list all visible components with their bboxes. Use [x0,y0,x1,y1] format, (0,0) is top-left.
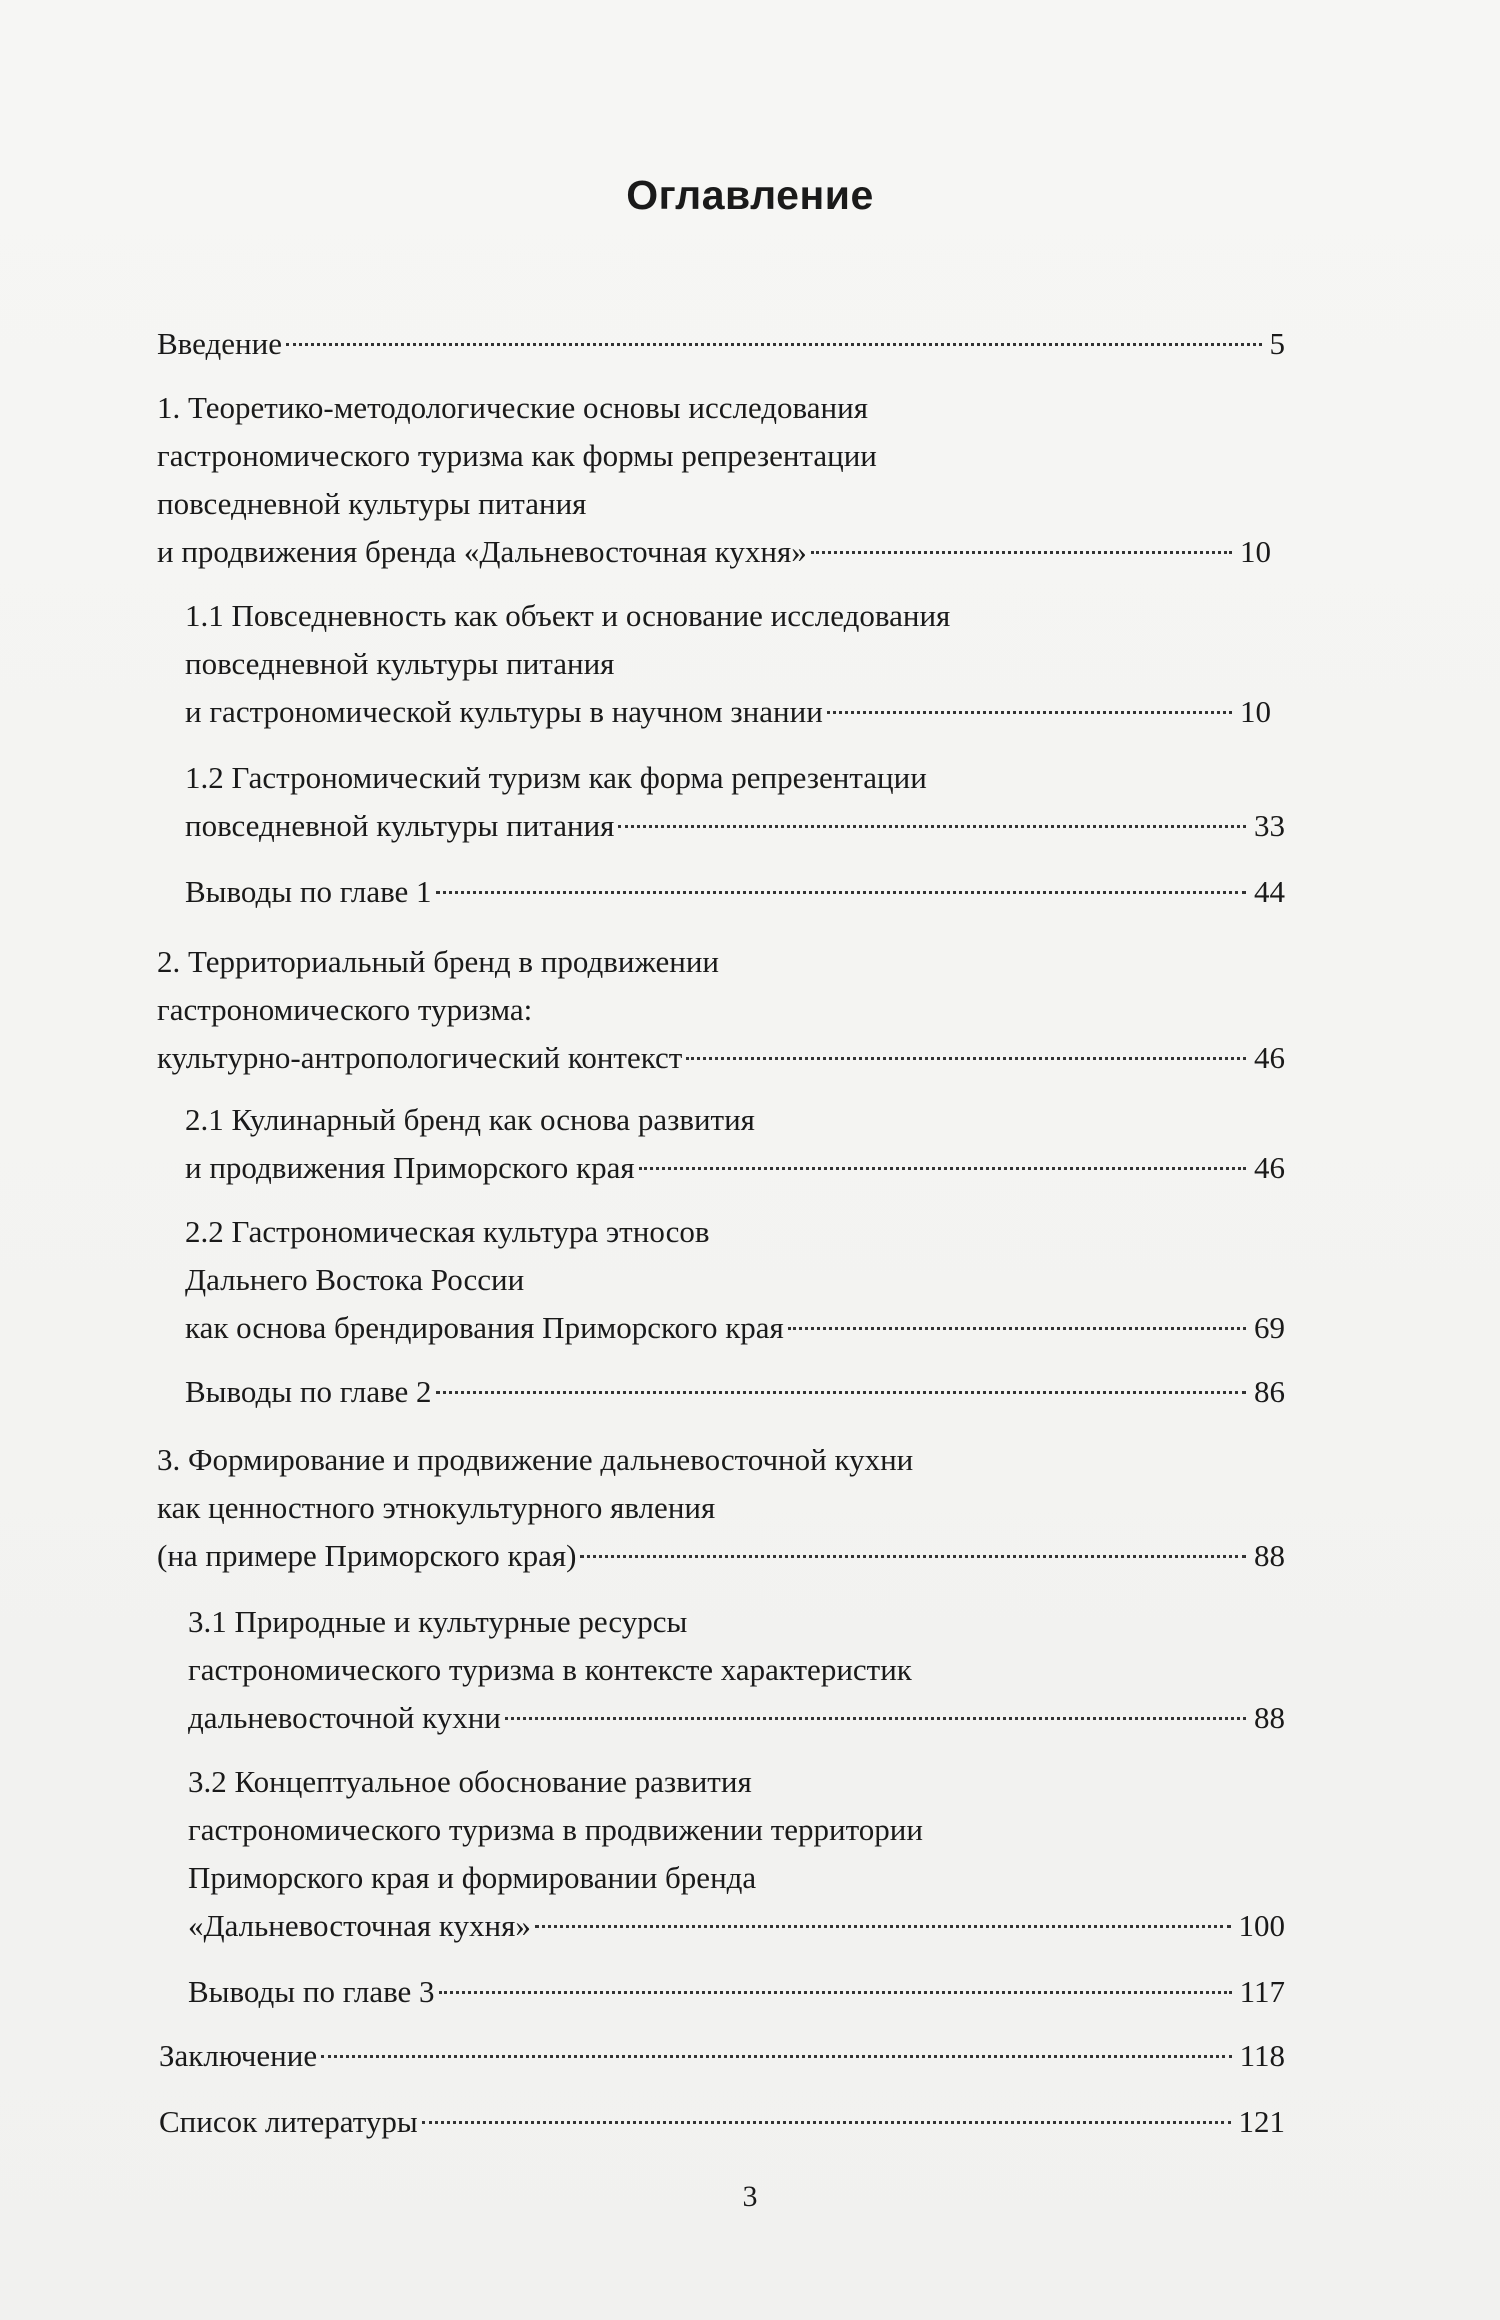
entry-text: культурно-антропологический контекст [157,1040,683,1075]
page-ref: 121 [1238,2104,1285,2139]
page-ref: 117 [1239,1974,1285,2009]
entry-text: Выводы по главе 2 [185,1374,432,1409]
toc-entry-chapter-2 [157,938,1285,1082]
dot-leader [686,1057,1246,1060]
entry-line: повседневной культуры питания [157,486,587,521]
entry-text: дальневосточной кухни [188,1700,501,1735]
dot-leader [321,2055,1232,2058]
toc-entry-references [159,2098,1285,2146]
toc-entry-conclusions-2 [185,1368,1285,1416]
entry-line: 3. Формирование и продвижение дальневосточной кухни [157,1442,914,1477]
page-ref: 86 [1254,1374,1285,1409]
entry-text: повседневной культуры питания [185,808,615,843]
toc-entry-section-2-2 [185,1208,1285,1352]
dot-leader [811,551,1232,554]
toc-entry-conclusion [159,2032,1285,2080]
entry-line: 2.2 Гастрономическая культура этносов [185,1214,710,1249]
page-ref: 46 [1254,1040,1285,1075]
entry-text: Введение [157,326,282,361]
page-ref: 69 [1254,1310,1285,1345]
entry-text: Выводы по главе 3 [188,1974,435,2009]
page-ref: 100 [1238,1908,1285,1943]
dot-leader [618,825,1246,828]
entry-text: Список литературы [159,2104,418,2139]
page-ref: 44 [1254,874,1285,909]
entry-text: «Дальневосточная кухня» [188,1908,531,1943]
page-ref: 10 [1240,694,1271,729]
entry-text: и продвижения бренда «Дальневосточная кухня» [157,534,807,569]
page-ref: 88 [1254,1538,1285,1573]
toc-entry-section-3-1 [188,1598,1285,1742]
toc-entry-section-1-1 [185,592,1271,736]
entry-line: 1.1 Повседневность как объект и основание исследования [185,598,951,633]
entry-line: гастрономического туризма как формы репрезентации [157,438,877,473]
entry-line: гастрономического туризма в продвижении территории [188,1812,923,1847]
dot-leader [505,1717,1246,1720]
toc-entry-section-2-1 [185,1096,1285,1192]
dot-leader [639,1167,1246,1170]
page-title: Оглавление [626,172,874,218]
entry-line: 1. Теоретико-методологические основы исследования [157,390,868,425]
dot-leader [580,1555,1246,1558]
entry-line: 3.1 Природные и культурные ресурсы [188,1604,688,1639]
toc-entry-chapter-3 [157,1436,1285,1580]
entry-line: 2.1 Кулинарный бренд как основа развития [185,1102,755,1137]
entry-line: гастрономического туризма в контексте характеристик [188,1652,912,1687]
entry-line: 2. Территориальный бренд в продвижении [157,944,719,979]
toc-entry-conclusions-1 [185,868,1285,916]
entry-line: гастрономического туризма: [157,992,533,1027]
toc-entry-conclusions-3 [188,1968,1285,2016]
dot-leader [286,343,1262,346]
dot-leader [788,1327,1246,1330]
dot-leader [422,2121,1231,2124]
toc-entry-section-3-2 [188,1758,1285,1950]
page-ref: 10 [1240,534,1271,569]
dot-leader [436,891,1246,894]
entry-text: (на примере Приморского края) [157,1538,577,1573]
entry-line: Приморского края и формировании бренда [188,1860,757,1895]
entry-line: 3.2 Концептуальное обоснование развития [188,1764,752,1799]
entry-text: и продвижения Приморского края [185,1150,635,1185]
page-ref: 33 [1254,808,1285,843]
toc-entry-section-1-2 [185,754,1285,850]
entry-text: как основа брендирования Приморского края [185,1310,784,1345]
page-ref: 118 [1239,2038,1285,2073]
dot-leader [439,1991,1232,1994]
page-number: 3 [742,2180,758,2213]
page-ref: 88 [1254,1700,1285,1735]
page-ref: 46 [1254,1150,1285,1185]
toc-entry-intro [157,320,1285,368]
page-ref: 5 [1269,326,1285,361]
entry-line: 1.2 Гастрономический туризм как форма репрезентации [185,760,927,795]
toc-entry-chapter-1 [157,384,1271,576]
entry-text: и гастрономической культуры в научном знании [185,694,823,729]
dot-leader [535,1925,1231,1928]
entry-text: Выводы по главе 1 [185,874,432,909]
entry-line: повседневной культуры питания [185,646,615,681]
dot-leader [436,1391,1246,1394]
dot-leader [827,711,1232,714]
entry-line: Дальнего Востока России [185,1262,525,1297]
entry-line: как ценностного этнокультурного явления [157,1490,716,1525]
entry-text: Заключение [159,2038,318,2073]
